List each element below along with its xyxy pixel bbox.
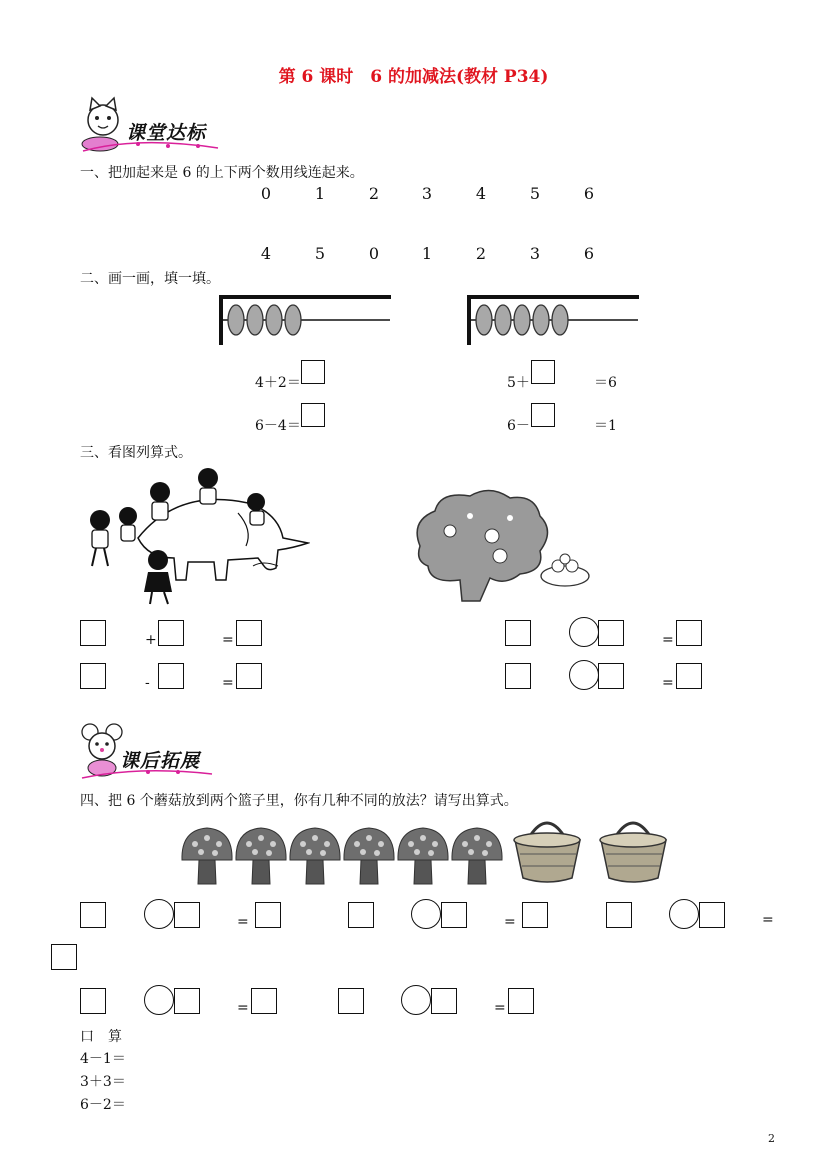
question-3-text: 三、看图列算式。 xyxy=(80,445,192,461)
abacus-left xyxy=(216,292,396,348)
abacus-bead xyxy=(533,305,549,335)
equals-sign: = xyxy=(662,632,674,648)
section-header-classroom xyxy=(78,96,228,156)
answer-box[interactable] xyxy=(80,663,106,689)
q1-top-number[interactable]: 6 xyxy=(583,184,595,203)
q1-bottom-number[interactable]: 1 xyxy=(421,244,433,263)
q2-equation-2b-suffix: ＝1 xyxy=(594,418,617,434)
oral-item: 3＋3＝ xyxy=(80,1074,126,1090)
answer-box[interactable] xyxy=(606,902,632,928)
answer-box[interactable] xyxy=(174,902,200,928)
children-elephant-picture xyxy=(78,468,310,606)
abacus-bead xyxy=(228,305,244,335)
answer-box[interactable] xyxy=(699,902,725,928)
q2-equation-2a-suffix: ＝6 xyxy=(594,375,617,391)
q1-top-number[interactable]: 1 xyxy=(314,184,326,203)
answer-box[interactable] xyxy=(508,988,534,1014)
q1-bottom-number[interactable]: 4 xyxy=(260,244,272,263)
q1-top-number[interactable]: 4 xyxy=(475,184,487,203)
answer-box[interactable] xyxy=(236,663,262,689)
answer-box[interactable] xyxy=(236,620,262,646)
answer-box[interactable] xyxy=(80,902,106,928)
q1-top-number[interactable]: 3 xyxy=(421,184,433,203)
answer-box[interactable] xyxy=(80,988,106,1014)
answer-box[interactable] xyxy=(598,620,624,646)
answer-box[interactable] xyxy=(301,403,325,427)
equals-sign: = xyxy=(222,632,234,648)
operator-circle[interactable] xyxy=(144,985,174,1015)
abacus-bead xyxy=(552,305,568,335)
operator-circle[interactable] xyxy=(569,660,599,690)
page-number: 2 xyxy=(768,1132,775,1145)
answer-box[interactable] xyxy=(158,663,184,689)
answer-box[interactable] xyxy=(80,620,106,646)
abacus-right xyxy=(464,292,644,348)
answer-box[interactable] xyxy=(441,902,467,928)
q1-bottom-number[interactable]: 6 xyxy=(583,244,595,263)
q1-top-number[interactable]: 2 xyxy=(368,184,380,203)
answer-box[interactable] xyxy=(531,403,555,427)
abacus-bead xyxy=(247,305,263,335)
mushroom-icon xyxy=(344,828,394,884)
equals-sign: = xyxy=(762,912,774,928)
q1-bottom-number[interactable]: 5 xyxy=(314,244,326,263)
plus-sign: + xyxy=(145,632,157,648)
answer-box[interactable] xyxy=(51,944,77,970)
answer-box[interactable] xyxy=(505,663,531,689)
q1-bottom-number[interactable]: 0 xyxy=(368,244,380,263)
q1-bottom-number[interactable]: 2 xyxy=(475,244,487,263)
answer-box[interactable] xyxy=(598,663,624,689)
mushroom-icon xyxy=(236,828,286,884)
section-title-after-class: 课后拓展 xyxy=(120,750,201,772)
q1-bottom-number[interactable]: 3 xyxy=(529,244,541,263)
answer-box[interactable] xyxy=(531,360,555,384)
equals-sign: = xyxy=(237,914,249,930)
abacus-bead xyxy=(285,305,301,335)
answer-box[interactable] xyxy=(158,620,184,646)
page-title: 第 6 课时 6 的加减法(教材 P34) xyxy=(278,67,549,87)
operator-circle[interactable] xyxy=(411,899,441,929)
abacus-bead xyxy=(476,305,492,335)
apple-tree-picture xyxy=(410,486,595,604)
q2-equation-2b-prefix: 6－ xyxy=(507,418,530,434)
question-4-text: 四、把 6 个蘑菇放到两个篮子里，你有几种不同的放法？请写出算式。 xyxy=(80,793,518,809)
operator-circle[interactable] xyxy=(144,899,174,929)
equals-sign: = xyxy=(662,675,674,691)
question-2-text: 二、画一画，填一填。 xyxy=(80,271,220,287)
equals-sign: = xyxy=(222,675,234,691)
mushroom-icon xyxy=(182,828,232,884)
q2-equation-2a-prefix: 5＋ xyxy=(507,375,530,391)
answer-box[interactable] xyxy=(431,988,457,1014)
operator-circle[interactable] xyxy=(669,899,699,929)
answer-box[interactable] xyxy=(348,902,374,928)
section-header-after-class xyxy=(78,722,218,782)
q1-top-number[interactable]: 5 xyxy=(529,184,541,203)
answer-box[interactable] xyxy=(255,902,281,928)
basket-icon xyxy=(600,823,666,882)
operator-circle[interactable] xyxy=(569,617,599,647)
oral-item: 6－2＝ xyxy=(80,1097,126,1113)
oral-arithmetic-title: 口 算 xyxy=(80,1029,122,1045)
answer-box[interactable] xyxy=(505,620,531,646)
section-title-classroom: 课堂达标 xyxy=(126,122,207,144)
q1-bottom-row xyxy=(256,244,606,264)
abacus-bead xyxy=(266,305,282,335)
answer-box[interactable] xyxy=(251,988,277,1014)
answer-box[interactable] xyxy=(676,663,702,689)
mushroom-icon xyxy=(398,828,448,884)
equals-sign: = xyxy=(504,914,516,930)
oral-item: 4－1＝ xyxy=(80,1051,126,1067)
answer-box[interactable] xyxy=(174,988,200,1014)
q2-equation-1b: 6－4＝ xyxy=(255,418,301,434)
answer-box[interactable] xyxy=(338,988,364,1014)
answer-box[interactable] xyxy=(676,620,702,646)
question-1-text: 一、把加起来是 6 的上下两个数用线连起来。 xyxy=(80,165,364,181)
q2-equation-1a: 4＋2＝ xyxy=(255,375,301,391)
minus-sign: - xyxy=(145,675,150,691)
operator-circle[interactable] xyxy=(401,985,431,1015)
mushroom-icon xyxy=(290,828,340,884)
q1-top-number[interactable]: 0 xyxy=(260,184,272,203)
abacus-bead xyxy=(495,305,511,335)
abacus-bead xyxy=(514,305,530,335)
basket-icon xyxy=(514,823,580,882)
equals-sign: = xyxy=(494,1000,506,1016)
equals-sign: = xyxy=(237,1000,249,1016)
mushroom-icon xyxy=(452,828,502,884)
answer-box[interactable] xyxy=(522,902,548,928)
mushrooms-baskets-picture xyxy=(180,816,680,888)
answer-box[interactable] xyxy=(301,360,325,384)
q1-top-row xyxy=(256,184,606,204)
